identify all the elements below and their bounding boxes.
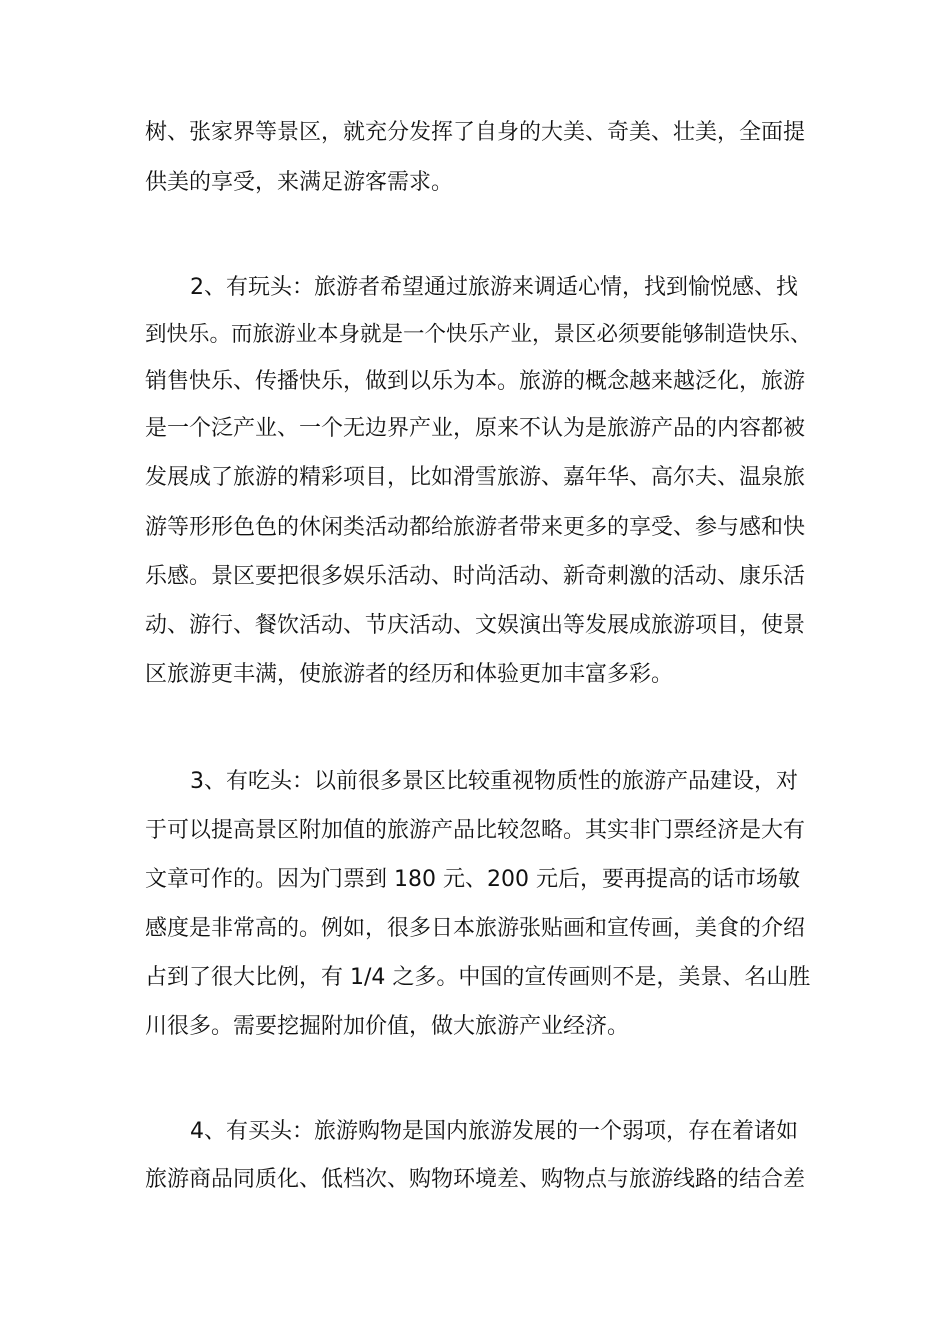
paragraph-3-line-2: 于可以提高景区附加值的旅游产品比较忽略。其实非门票经济是大有 [145,818,806,843]
paragraph-4-line-1: 4、有买头：旅游购物是国内旅游发展的一个弱项，存在着诸如 [190,1119,798,1144]
paragraph-4-line-2: 旅游商品同质化、低档次、购物环境差、购物点与旅游线路的结合差 [145,1167,806,1192]
paragraph-1-line-1: 树、张家界等景区，就充分发挥了自身的大美、奇美、壮美，全面提 [145,120,806,145]
paragraph-2-line-5: 发展成了旅游的精彩项目，比如滑雪旅游、嘉年华、高尔夫、温泉旅 [145,465,806,490]
paragraph-2-line-4: 是一个泛产业、一个无边界产业，原来不认为是旅游产品的内容都被 [145,416,806,441]
paragraph-2-line-3: 销售快乐、传播快乐，做到以乐为本。旅游的概念越来越泛化，旅游 [145,369,806,394]
paragraph-3-line-4: 感度是非常高的。例如，很多日本旅游张贴画和宣传画，美食的介绍 [145,916,806,941]
paragraph-2-line-2: 到快乐。而旅游业本身就是一个快乐产业，景区必须要能够制造快乐、 [145,322,812,347]
paragraph-3-line-1: 3、有吃头：以前很多景区比较重视物质性的旅游产品建设，对 [190,769,798,794]
paragraph-3-line-6: 川很多。需要挖掘附加价值，做大旅游产业经济。 [145,1014,630,1039]
paragraph-2-line-9: 区旅游更丰满，使旅游者的经历和体验更加丰富多彩。 [145,662,674,687]
paragraph-2-line-1: 2、有玩头：旅游者希望通过旅游来调适心情，找到愉悦感、找 [190,275,798,300]
paragraph-3-line-3: 文章可作的。因为门票到 180 元、200 元后，要再提高的话市场敏 [145,867,800,892]
paragraph-2-line-8: 动、游行、餐饮活动、节庆活动、文娱演出等发展成旅游项目，使景 [145,613,806,638]
paragraph-2-line-7: 乐感。景区要把很多娱乐活动、时尚活动、新奇刺激的活动、康乐活 [145,564,806,589]
paragraph-1-line-2: 供美的享受，来满足游客需求。 [145,170,454,195]
paragraph-3-line-5: 占到了很大比例，有 1/4 之多。中国的宣传画则不是，美景、名山胜 [145,965,811,990]
paragraph-2-line-6: 游等形形色色的休闲类活动都给旅游者带来更多的享受、参与感和快 [145,515,806,540]
